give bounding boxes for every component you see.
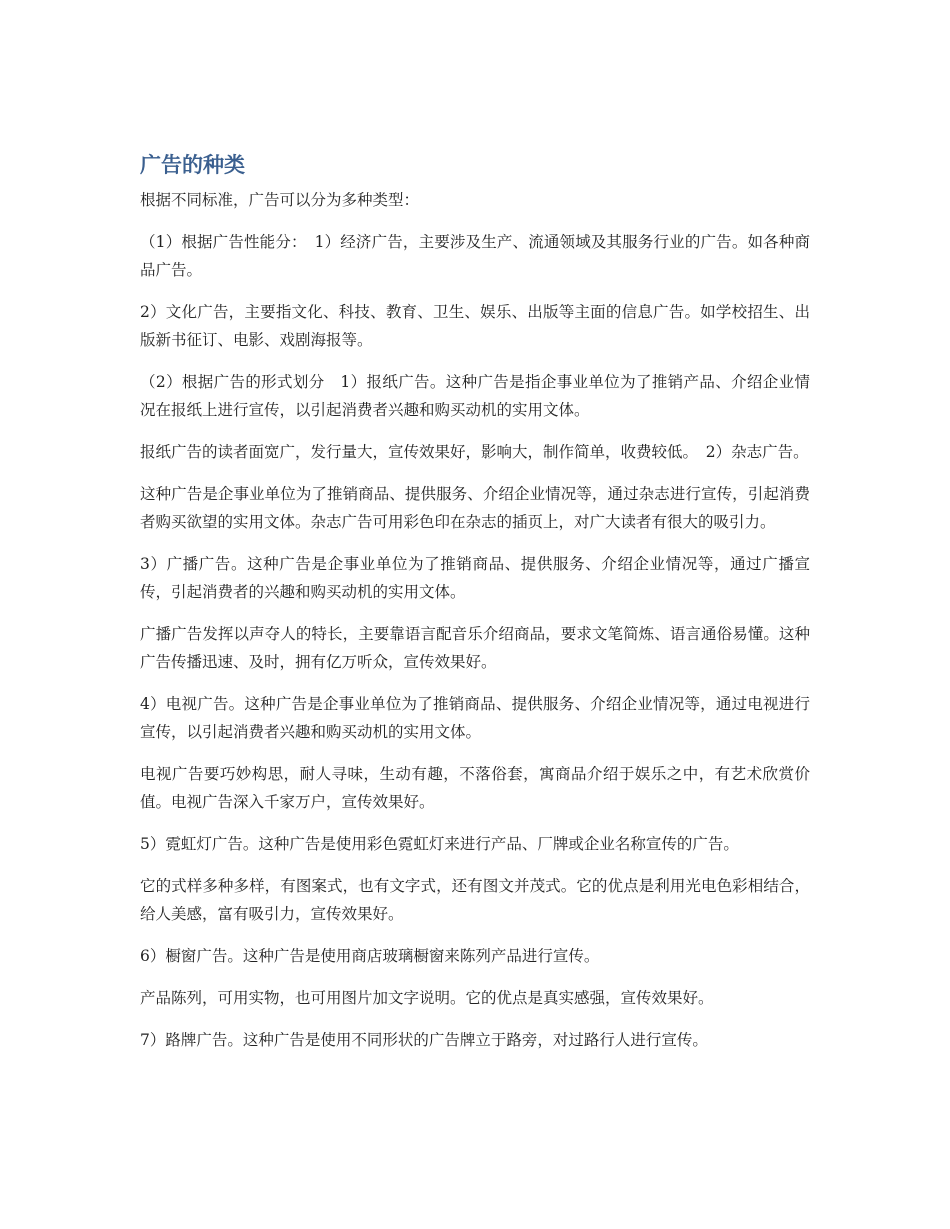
paragraph-form-newspaper: （2）根据广告的形式划分 1）报纸广告。这种广告是指企事业单位为了推销产品、介绍企业情况在报纸上进行宣传，以引起消费者兴趣和购买动机的实用文体。: [140, 373, 810, 419]
paragraph-billboard: 7）路牌广告。这种广告是使用不同形状的广告牌立于路旁，对过路行人进行宣传。: [140, 1031, 708, 1049]
paragraph-radio: 3）广播广告。这种广告是企事业单位为了推销商品、提供服务、介绍企业情况等，通过广播宣传，引起消费者的兴趣和购买动机的实用文体。: [140, 555, 810, 601]
paragraph-window: 6）橱窗广告。这种广告是使用商店玻璃橱窗来陈列产品进行宣传。: [140, 947, 600, 965]
paragraph-neon-features: 它的式样多种多样，有图案式，也有文字式，还有图文并茂式。它的优点是利用光电色彩相结合，给人美感，富有吸引力，宣传效果好。: [140, 877, 810, 923]
paragraph-tv: 4）电视广告。这种广告是企事业单位为了推销商品、提供服务、介绍企业情况等，通过电视进行宣传，以引起消费者兴趣和购买动机的实用文体。: [140, 695, 810, 741]
paragraph-radio-features: 广播广告发挥以声夺人的特长，主要靠语言配音乐介绍商品，要求文笔简炼、语言通俗易懂。这种广告传播迅速、及时，拥有亿万听众，宣传效果好。: [140, 625, 810, 671]
document-page: [140, 150, 810, 1068]
paragraph-performance-economic: （1）根据广告性能分： 1）经济广告，主要涉及生产、流通领域及其服务行业的广告。如各种商品广告。: [140, 233, 810, 279]
page-title: 广告的种类: [140, 153, 245, 177]
paragraph-newspaper-readers: 报纸广告的读者面宽广，发行量大，宣传效果好，影响大，制作简单，收费较低。 2）杂志广告。: [140, 443, 809, 461]
paragraph-window-features: 产品陈列，可用实物，也可用图片加文字说明。它的优点是真实感强，宣传效果好。: [140, 989, 714, 1007]
paragraph-magazine: 这种广告是企事业单位为了推销商品、提供服务、介绍企业情况等，通过杂志进行宣传，引起消费者购买欲望的实用文体。杂志广告可用彩色印在杂志的插页上，对广大读者有很大的吸引力。: [140, 485, 810, 531]
paragraph-tv-features: 电视广告要巧妙构思，耐人寻味，生动有趣，不落俗套，寓商品介绍于娱乐之中，有艺术欣赏价值。电视广告深入千家万户，宣传效果好。: [140, 765, 810, 811]
paragraph-cultural: 2）文化广告，主要指文化、科技、教育、卫生、娱乐、出版等主面的信息广告。如学校招生、出版新书征订、电影、戏剧海报等。: [140, 303, 810, 349]
paragraph-neon: 5）霓虹灯广告。这种广告是使用彩色霓虹灯来进行产品、厂牌或企业名称宣传的广告。: [140, 835, 739, 853]
paragraph-intro: 根据不同标准，广告可以分为多种类型：: [140, 191, 420, 209]
